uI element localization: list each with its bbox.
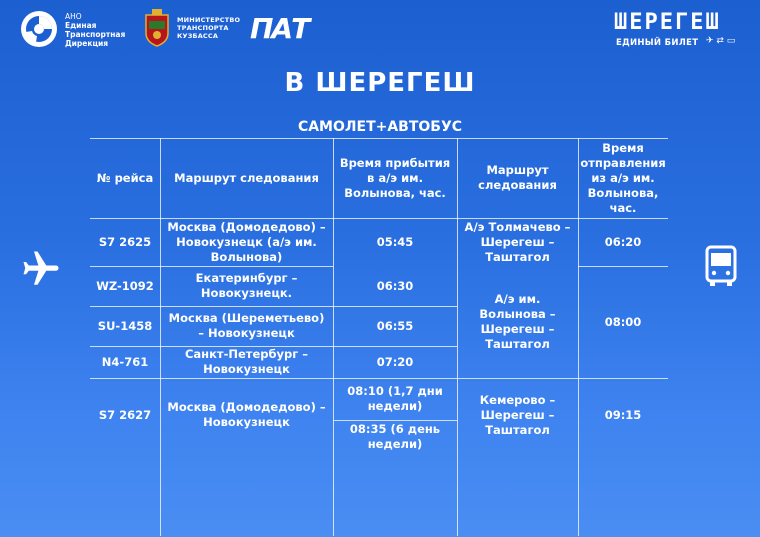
ticket-transport-icons: ✈ ⇄ ▭ xyxy=(706,36,736,46)
arrival-time: 05:45 xyxy=(376,234,414,249)
header-departure-time: Время отправления из а/э им. Волынова, час. xyxy=(580,140,666,215)
flight-route: Санкт-Петербург – Новокузнецк xyxy=(184,347,309,376)
arrival-time: 06:55 xyxy=(376,318,414,333)
ministry-name: МИНИСТЕРСТВО ТРАНСПОРТА КУЗБАССА xyxy=(177,16,241,40)
arrival-time: 07:20 xyxy=(376,354,414,369)
schedule-table xyxy=(90,138,668,536)
eto-logo-icon xyxy=(20,10,58,48)
flight-number: N4-761 xyxy=(101,354,149,369)
flight-number: WZ-1092 xyxy=(96,278,154,293)
header-bus-route: Маршрут следования xyxy=(478,163,557,192)
bus-route: А/э им. Волынова – Шерегеш – Таштагол xyxy=(479,292,556,351)
departure-time: 06:20 xyxy=(604,234,642,249)
flight-route: Екатеринбург – Новокузнецк. xyxy=(195,271,298,300)
flight-route: Москва (Домодедово) – Новокузнецк xyxy=(167,400,326,429)
arrival-time: 08:35 (6 день недели) xyxy=(349,422,441,451)
departure-time: 08:00 xyxy=(604,314,642,329)
airplane-icon xyxy=(20,248,62,290)
departure-time: 09:15 xyxy=(604,407,642,422)
unified-ticket-label: ЕДИНЫЙ БИЛЕТ xyxy=(616,38,699,48)
arrival-time: 06:30 xyxy=(376,278,414,293)
page-subtitle: САМОЛЕТ+АВТОБУС xyxy=(297,119,463,135)
flight-route: Москва (Шереметьево) – Новокузнецк xyxy=(168,311,325,340)
pat-logo: ПАТ xyxy=(250,12,309,45)
flight-number: S7 2627 xyxy=(98,407,152,422)
header-flight-number: № рейса xyxy=(96,170,154,185)
header-arrival-time: Время прибытия в а/э им. Волынова, час. xyxy=(339,155,451,200)
flight-number: S7 2625 xyxy=(98,234,152,249)
bus-icon xyxy=(704,245,738,287)
eto-name: АНО Единая Транспортная Дирекция xyxy=(65,12,126,48)
flight-route: Москва (Домодедово) – Новокузнецк (а/э им. Волынова) xyxy=(167,219,326,264)
kuzbass-crest-icon xyxy=(143,7,171,47)
header xyxy=(0,0,760,62)
sheregesh-logo: ШЕРЕГЕШ xyxy=(614,10,721,35)
bus-route: А/э Толмачево – Шерегеш – Таштагол xyxy=(464,219,571,264)
arrival-time: 08:10 (1,7 дни недели) xyxy=(347,384,443,413)
flight-number: SU-1458 xyxy=(97,318,153,333)
header-flight-route: Маршрут следования xyxy=(174,170,319,185)
page-title: В ШЕРЕГЕШ xyxy=(284,68,476,98)
bus-route: Кемерово – Шерегеш – Таштагол xyxy=(479,392,556,437)
